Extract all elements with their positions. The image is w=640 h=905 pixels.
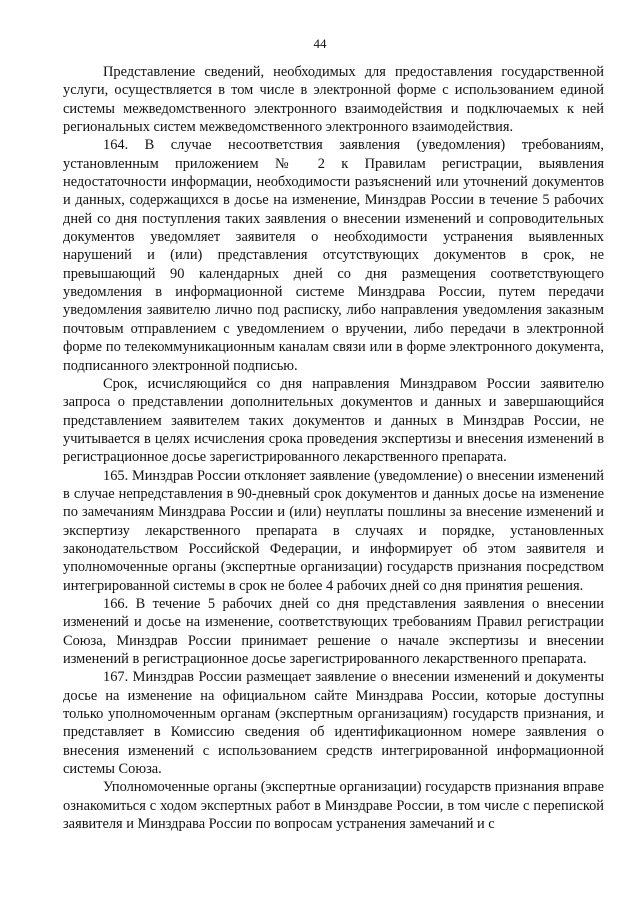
paragraph-164: 164. В случае несоответствия заявления (уведомления) требованиям, установленным приложением № 2 к Правилам регистрации, выявления недостаточности информации, необходимости разъяснений или уточнений документов и данных, содержащихся в досье на изменение, Минздрав России в течение 5 рабочих дней со дня поступления таких заявления о внесении изменений и сопроводительных документов уведомляет заявителя о необходимости устранения выявленных нарушений и (или) представления отсутствующих документов в срок, не превышающий 90 календарных дней со дня размещения соответствующего уведомления в информационной системе Минздрава России, путем передачи уведомления заявителю лично под расписку, либо направления уведомления заказным почтовым отправлением с уведомлением о вручении, либо передачи в электронной форме по телекоммуникационным каналам связи или в форме электронного документа, подписанного электронной подписью. xyxy=(63,137,604,374)
paragraph-165: 165. Минздрав России отклоняет заявление (уведомление) о внесении изменений в случае непредставления в 90-дневный срок документов и данных досье на изменение по замечаниям Минздрава России и (или) неуплаты пошлины за внесение изменений и экспертизу лекарственного препарата в случаях и порядке, установленных законодательством Российской Федерации, и информирует об этом заявителя и уполномоченные органы (экспертные организации) государств признания посредством интегрированной системы в срок не более 4 рабочих дней со дня принятия решения. xyxy=(63,467,604,594)
paragraph-intro: Представление сведений, необходимых для предоставления государственной услуги, осуществляется в том числе в электронной форме с использованием единой системы межведомственного электронного взаимодействия и подключаемых к ней региональных систем межведомственного электронного взаимодействия. xyxy=(63,64,604,136)
page-number: 44 xyxy=(313,36,327,51)
paragraph-167: 167. Минздрав России размещает заявление о внесении изменений и документы досье на изменение на официальном сайте Минздрава России, которые доступны только уполномоченным органам (экспертным организациям) государств признания, и представляет в Комиссию сведения об идентификационном номере заявления о внесения изменений с использованием средств интегрированной информационной системы Союза. xyxy=(63,669,604,778)
paragraph-166: 166. В течение 5 рабочих дней со дня представления заявления о внесении изменений и досье на изменение, соответствующих требованиям Правил регистрации Союза, Минздрав России принимает решение о начале экспертизы и внесении изменений в регистрационное досье зарегистрированного лекарственного препарата. xyxy=(63,595,604,667)
paragraph-authorities: Уполномоченные органы (экспертные организации) государств признания вправе ознакомиться с ходом экспертных работ в Минздраве России, в том числе с перепиской заявителя и Минздрава России по вопросам устранения замечаний и с xyxy=(63,779,604,833)
document-body xyxy=(63,63,604,833)
paragraph-164-term: Срок, исчисляющийся со дня направления Минздравом России заявителю запроса о представлении дополнительных документов и данных и завершающийся представлением заявителем таких документов и данных в Минздрав России, не учитывается в целях исчисления срока проведения экспертизы и внесения изменений в регистрационное досье зарегистрированного лекарственного препарата. xyxy=(63,375,604,466)
